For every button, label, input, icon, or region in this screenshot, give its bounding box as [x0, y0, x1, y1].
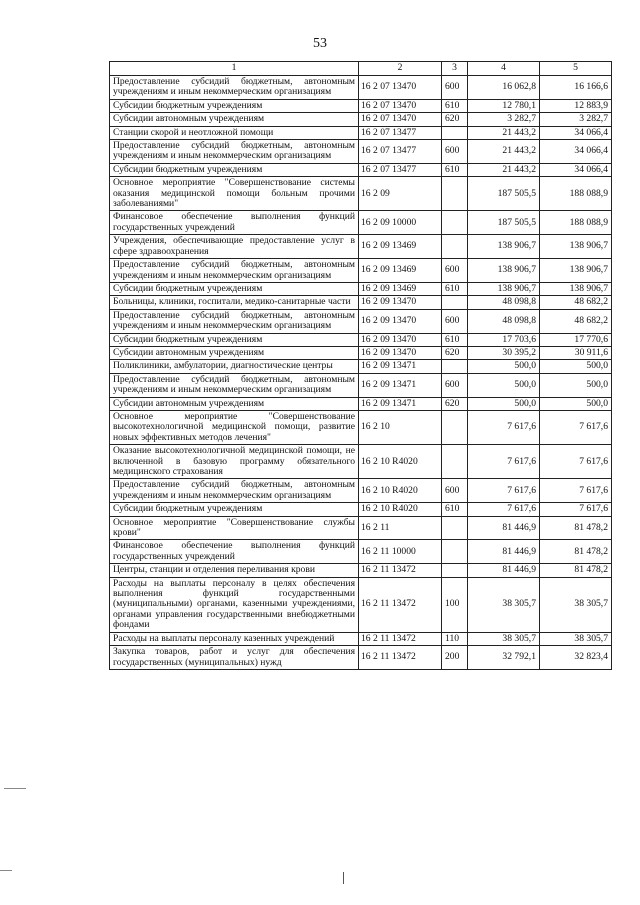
table-row	[110, 410, 612, 444]
expense-type-code: 610	[442, 282, 468, 295]
table-row	[110, 445, 612, 479]
target-article-code: 16 2 11 13472	[359, 564, 442, 577]
scan-mark-bottom	[343, 872, 344, 884]
expense-type-code	[442, 211, 468, 235]
amount-col-4: 3 282,7	[468, 113, 540, 126]
expense-name: Закупка товаров, работ и услуг для обеспечения государственных (муниципальных) нужд	[110, 646, 359, 670]
expense-name: Финансовое обеспечение выполнения функций государственных учреждений	[110, 540, 359, 564]
expense-name: Больницы, клиники, госпитали, медико-санитарные части	[110, 296, 359, 309]
target-article-code: 16 2 09 13470	[359, 333, 442, 346]
target-article-code: 16 2 11 10000	[359, 540, 442, 564]
expense-type-code: 610	[442, 503, 468, 516]
amount-col-5: 34 066,4	[540, 140, 612, 164]
expense-type-code: 110	[442, 632, 468, 645]
amount-col-5: 138 906,7	[540, 282, 612, 295]
expense-type-code: 610	[442, 333, 468, 346]
amount-col-4: 21 443,2	[468, 163, 540, 176]
amount-col-4: 7 617,6	[468, 445, 540, 479]
expense-name: Финансовое обеспечение выполнения функций государственных учреждений	[110, 211, 359, 235]
expense-name: Предоставление субсидий бюджетным, автономным учреждениям и иным некоммерческим организациям	[110, 479, 359, 503]
expense-name: Предоставление субсидий бюджетным, автономным учреждениям и иным некоммерческим организациям	[110, 140, 359, 164]
page-number: 53	[313, 36, 327, 51]
amount-col-4: 12 780,1	[468, 99, 540, 112]
header-col-3: 3	[442, 62, 468, 76]
expense-type-code: 100	[442, 577, 468, 632]
amount-col-5: 7 617,6	[540, 479, 612, 503]
table-row	[110, 564, 612, 577]
amount-col-4: 500,0	[468, 373, 540, 397]
expense-name: Субсидии автономным учреждениям	[110, 397, 359, 410]
amount-col-4: 7 617,6	[468, 479, 540, 503]
expense-type-code	[442, 177, 468, 211]
expense-name: Предоставление субсидий бюджетным, автономным учреждениям и иным некоммерческим организациям	[110, 76, 359, 100]
amount-col-5: 34 066,4	[540, 163, 612, 176]
target-article-code: 16 2 10 R4020	[359, 445, 442, 479]
target-article-code: 16 2 09 13471	[359, 360, 442, 373]
amount-col-5: 48 682,2	[540, 296, 612, 309]
table-row	[110, 397, 612, 410]
expense-type-code: 610	[442, 163, 468, 176]
header-col-4: 4	[468, 62, 540, 76]
expense-type-code	[442, 564, 468, 577]
target-article-code: 16 2 09 13471	[359, 373, 442, 397]
target-article-code: 16 2 10	[359, 410, 442, 444]
target-article-code: 16 2 07 13470	[359, 99, 442, 112]
table-row	[110, 373, 612, 397]
expense-name: Предоставление субсидий бюджетным, автономным учреждениям и иным некоммерческим организациям	[110, 309, 359, 333]
table-body	[110, 76, 612, 670]
table-row	[110, 113, 612, 126]
expense-type-code: 620	[442, 113, 468, 126]
table-row	[110, 346, 612, 359]
expense-name: Субсидии бюджетным учреждениям	[110, 503, 359, 516]
target-article-code: 16 2 11	[359, 516, 442, 540]
table-row	[110, 646, 612, 670]
expense-type-code	[442, 516, 468, 540]
expense-name: Предоставление субсидий бюджетным, автономным учреждениям и иным некоммерческим организациям	[110, 373, 359, 397]
table-row	[110, 360, 612, 373]
target-article-code: 16 2 10 R4020	[359, 503, 442, 516]
amount-col-5: 81 478,2	[540, 540, 612, 564]
expense-type-code: 600	[442, 479, 468, 503]
header-col-5: 5	[540, 62, 612, 76]
expense-name: Основное мероприятие "Совершенствование службы крови"	[110, 516, 359, 540]
target-article-code: 16 2 07 13470	[359, 76, 442, 100]
table-row	[110, 126, 612, 139]
amount-col-5: 48 682,2	[540, 309, 612, 333]
table-row	[110, 235, 612, 259]
expense-type-code: 610	[442, 99, 468, 112]
table-row	[110, 296, 612, 309]
amount-col-5: 188 088,9	[540, 177, 612, 211]
amount-col-4: 21 443,2	[468, 140, 540, 164]
expense-name: Центры, станции и отделения переливания крови	[110, 564, 359, 577]
amount-col-4: 48 098,8	[468, 296, 540, 309]
amount-col-4: 7 617,6	[468, 410, 540, 444]
target-article-code: 16 2 09 13470	[359, 309, 442, 333]
amount-col-5: 81 478,2	[540, 564, 612, 577]
expense-name: Основное мероприятие "Совершенствование высокотехнологичной медицинской помощи, развитие новых эффективных методов лечения"	[110, 410, 359, 444]
table-row	[110, 516, 612, 540]
amount-col-4: 21 443,2	[468, 126, 540, 139]
expense-name: Поликлиники, амбулатории, диагностические центры	[110, 360, 359, 373]
table-row	[110, 282, 612, 295]
table-row	[110, 259, 612, 283]
expense-name: Субсидии бюджетным учреждениям	[110, 99, 359, 112]
expense-name: Оказание высокотехнологичной медицинской помощи, не включенной в базовую программу обязательного медицинского страхования	[110, 445, 359, 479]
amount-col-5: 34 066,4	[540, 126, 612, 139]
expense-name: Субсидии автономным учреждениям	[110, 346, 359, 359]
amount-col-5: 16 166,6	[540, 76, 612, 100]
amount-col-4: 500,0	[468, 397, 540, 410]
table-row	[110, 479, 612, 503]
table-header-row	[110, 62, 612, 76]
amount-col-4: 500,0	[468, 360, 540, 373]
target-article-code: 16 2 07 13477	[359, 126, 442, 139]
expense-name: Основное мероприятие "Совершенствование системы оказания медицинской помощи больным прочими заболеваниями"	[110, 177, 359, 211]
target-article-code: 16 2 09 13469	[359, 282, 442, 295]
amount-col-4: 7 617,6	[468, 503, 540, 516]
amount-col-4: 138 906,7	[468, 235, 540, 259]
amount-col-4: 187 505,5	[468, 211, 540, 235]
amount-col-5: 81 478,2	[540, 516, 612, 540]
expense-name: Предоставление субсидий бюджетным, автономным учреждениям и иным некоммерческим организациям	[110, 259, 359, 283]
amount-col-4: 38 305,7	[468, 577, 540, 632]
amount-col-5: 7 617,6	[540, 503, 612, 516]
table-row	[110, 309, 612, 333]
amount-col-4: 81 446,9	[468, 516, 540, 540]
budget-table	[109, 61, 612, 670]
expense-type-code	[442, 445, 468, 479]
scan-mark-left-lower	[0, 870, 12, 871]
table-row	[110, 76, 612, 100]
table-row	[110, 177, 612, 211]
amount-col-5: 38 305,7	[540, 632, 612, 645]
target-article-code: 16 2 09 13470	[359, 346, 442, 359]
amount-col-4: 16 062,8	[468, 76, 540, 100]
table-row	[110, 577, 612, 632]
amount-col-4: 138 906,7	[468, 282, 540, 295]
expense-type-code	[442, 540, 468, 564]
target-article-code: 16 2 09 13469	[359, 235, 442, 259]
target-article-code: 16 2 09 13470	[359, 296, 442, 309]
amount-col-5: 188 088,9	[540, 211, 612, 235]
header-col-1: 1	[110, 62, 359, 76]
table-row	[110, 99, 612, 112]
amount-col-5: 17 770,6	[540, 333, 612, 346]
amount-col-5: 500,0	[540, 360, 612, 373]
table-row	[110, 211, 612, 235]
expense-name: Субсидии автономным учреждениям	[110, 113, 359, 126]
table-row	[110, 632, 612, 645]
table-row	[110, 503, 612, 516]
expense-name: Станции скорой и неотложной помощи	[110, 126, 359, 139]
amount-col-4: 48 098,8	[468, 309, 540, 333]
amount-col-5: 30 911,6	[540, 346, 612, 359]
target-article-code: 16 2 10 R4020	[359, 479, 442, 503]
amount-col-4: 30 395,2	[468, 346, 540, 359]
expense-name: Расходы на выплаты персоналу казенных учреждений	[110, 632, 359, 645]
target-article-code: 16 2 09	[359, 177, 442, 211]
scan-mark-left	[4, 788, 26, 789]
target-article-code: 16 2 07 13470	[359, 113, 442, 126]
expense-type-code: 600	[442, 140, 468, 164]
expense-name: Учреждения, обеспечивающие предоставление услуг в сфере здравоохранения	[110, 235, 359, 259]
amount-col-5: 7 617,6	[540, 410, 612, 444]
amount-col-5: 3 282,7	[540, 113, 612, 126]
expense-type-code	[442, 360, 468, 373]
table-row	[110, 140, 612, 164]
amount-col-5: 138 906,7	[540, 259, 612, 283]
target-article-code: 16 2 11 13472	[359, 577, 442, 632]
amount-col-5: 138 906,7	[540, 235, 612, 259]
expense-name: Субсидии бюджетным учреждениям	[110, 282, 359, 295]
amount-col-5: 500,0	[540, 373, 612, 397]
expense-type-code: 600	[442, 259, 468, 283]
amount-col-4: 17 703,6	[468, 333, 540, 346]
amount-col-4: 187 505,5	[468, 177, 540, 211]
expense-type-code: 600	[442, 309, 468, 333]
amount-col-4: 138 906,7	[468, 259, 540, 283]
expense-type-code	[442, 410, 468, 444]
amount-col-5: 500,0	[540, 397, 612, 410]
target-article-code: 16 2 11 13472	[359, 632, 442, 645]
amount-col-5: 38 305,7	[540, 577, 612, 632]
expense-type-code: 600	[442, 76, 468, 100]
amount-col-4: 81 446,9	[468, 564, 540, 577]
expense-type-code: 620	[442, 397, 468, 410]
target-article-code: 16 2 07 13477	[359, 140, 442, 164]
target-article-code: 16 2 09 13471	[359, 397, 442, 410]
expense-type-code: 200	[442, 646, 468, 670]
expense-type-code: 620	[442, 346, 468, 359]
expense-type-code: 600	[442, 373, 468, 397]
amount-col-5: 32 823,4	[540, 646, 612, 670]
header-col-2: 2	[359, 62, 442, 76]
table-row	[110, 333, 612, 346]
table-row	[110, 163, 612, 176]
target-article-code: 16 2 09 13469	[359, 259, 442, 283]
table-row	[110, 540, 612, 564]
expense-name: Субсидии бюджетным учреждениям	[110, 333, 359, 346]
amount-col-5: 7 617,6	[540, 445, 612, 479]
target-article-code: 16 2 07 13477	[359, 163, 442, 176]
amount-col-5: 12 883,9	[540, 99, 612, 112]
expense-name: Субсидии бюджетным учреждениям	[110, 163, 359, 176]
expense-type-code	[442, 235, 468, 259]
amount-col-4: 32 792,1	[468, 646, 540, 670]
target-article-code: 16 2 09 10000	[359, 211, 442, 235]
amount-col-4: 38 305,7	[468, 632, 540, 645]
expense-name: Расходы на выплаты персоналу в целях обеспечения выполнения функций государственными (муниципальными) органами, казенными учреждениями, органами управления государственными внебюджетными фондами	[110, 577, 359, 632]
expense-type-code	[442, 126, 468, 139]
target-article-code: 16 2 11 13472	[359, 646, 442, 670]
amount-col-4: 81 446,9	[468, 540, 540, 564]
expense-type-code	[442, 296, 468, 309]
